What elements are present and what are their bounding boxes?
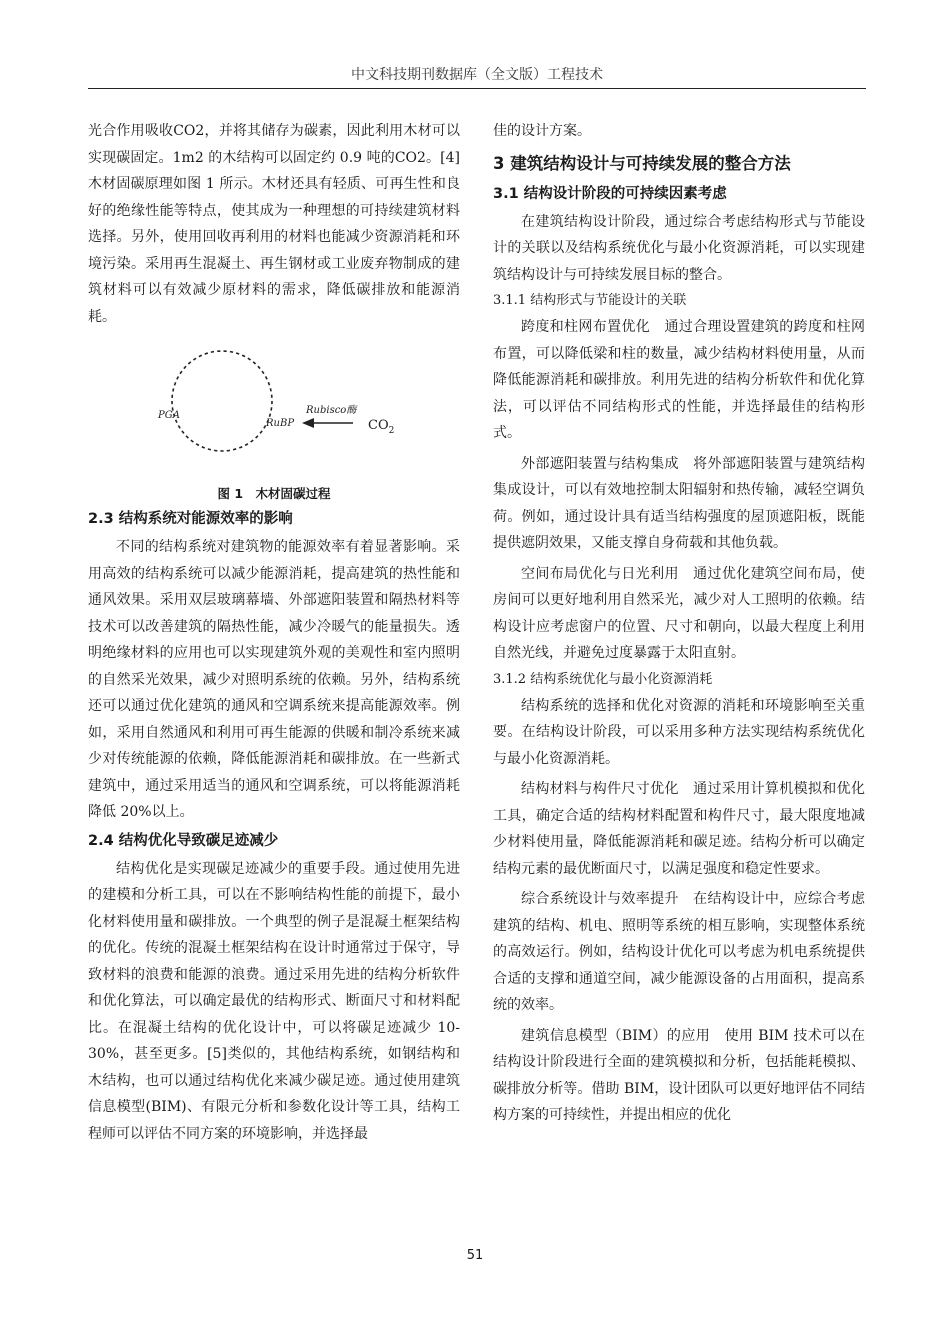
- paragraph-integrated-systems: 综合系统设计与效率提升 在结构设计中，应综合考虑建筑的结构、机电、照明等系统的相互影响，实现整体系统的高效运行。例如，结构设计优化可以考虑为机电系统提供合适的支撑和通道空间，减少能源设备的占用面积，提高系统的效率。: [493, 891, 865, 1013]
- paragraph-bim: 建筑信息模型（BIM）的应用 使用 BIM 技术可以在结构设计阶段进行全面的建筑模拟和分析，包括能耗模拟、碳排放分析等。借助 BIM，设计团队可以更好地评估不同结构方案的可持续性，并提出相应的优化: [493, 1027, 865, 1123]
- enzyme-label: Rubisco酶: [306, 405, 357, 416]
- section-3-heading: 3 建筑结构设计与可持续发展的整合方法: [493, 153, 791, 173]
- paragraph-span-grid: 跨度和柱网布置优化 通过合理设置建筑的跨度和柱网布置，可以降低梁和柱的数量，减少结构材料使用量，从而降低能源消耗和碳排放。利用先进的结构分析软件和优化算法，可以评估不同结构形式的性能，并选择最佳的结构形式。: [493, 319, 865, 441]
- figure-1-caption: 图 1 木材固碳过程: [217, 486, 331, 501]
- right-column: [493, 118, 865, 1129]
- co2-arrow-head: [302, 418, 314, 428]
- section-2-4-heading: 2.4 结构优化导致碳足迹减少: [88, 832, 279, 849]
- section-2-4-paragraph: 结构优化是实现碳足迹减少的重要手段。通过使用先进的建模和分析工具，可以在不影响结构性能的前提下，最小化材料使用量和碳排放。一个典型的例子是混凝土框架结构的优化。传统的混凝土框架结构在设计时通常过于保守，导致材料的浪费和能源的浪费。通过采用先进的结构分析软件和优化算法，可以确定最优的结构形式、断面尺寸和材料配比。在混凝土结构的优化设计中，可以将碳足迹减少 10-30%，甚至更多。[5]类似的，其他结构系统，如钢结构和木结构，也可以通过结构优化来减少碳足迹。通过使用建筑信息模型(BIM)、有限元分析和参数化设计等工具，结构工程师可以评估不同方案的环境影响，并选择最: [88, 860, 460, 1142]
- intro-paragraph: 光合作用吸收CO2，并将其储存为碳素，因此利用木材可以实现碳固定。1m2 的木结构可以固定约 0.9 吨的CO2。[4]木材固碳原理如图 1 所示。木材还具有轻质、可再生性和良好的绝缘性能等特点，使其成为一种理想的可持续建筑材料选择。另外，使用回收再利用的材料也能减少资源消耗和环境污染。采用再生混凝土、再生钢材或工业废弃物制成的建筑材料可以有效减少原材料的需求，降低碳排放和能源消耗。: [88, 123, 460, 325]
- section-2-3-paragraph: 不同的结构系统对建筑物的能源效率有着显著影响。采用高效的结构系统可以减少能源消耗，提高建筑的热性能和通风效果。采用双层玻璃幕墙、外部遮阳装置和隔热材料等技术可以改善建筑的隔热性能，减少冷暖气的能量损失。透明绝缘材料的应用也可以实现建筑外观的美观性和室内照明的自然采光效果，减少对照明系统的依赖。另外，结构系统还可以通过优化建筑的通风和空调系统来提高能源效率。例如，采用自然通风和利用可再生能源的供暖和制冷系统来减少对传统能源的依赖，降低能源消耗和碳排放。在一些新式建筑中，通过采用适当的通风和空调系统，可以将能源消耗降低 20%以上。: [88, 539, 460, 820]
- left-column: [88, 118, 460, 1147]
- paragraph-daylight-layout: 空间布局优化与日光利用 通过优化建筑空间布局，使房间可以更好地利用自然采光，减少对人工照明的依赖。结构设计应考虑窗户的位置、尺寸和朝向，以最大程度上利用自然光线，并避免过度暴露于太阳直射。: [493, 565, 865, 661]
- section-2-3-heading: 2.3 结构系统对能源效率的影响: [88, 511, 293, 527]
- page-number: 51: [466, 1248, 484, 1263]
- section-3-1-heading: 3.1 结构设计阶段的可持续因素考虑: [493, 185, 727, 202]
- continuation-text: 佳的设计方案。: [493, 123, 591, 139]
- pga-label: PGA: [158, 410, 180, 421]
- section-3-1-2-heading: 3.1.2 结构系统优化与最小化资源消耗: [493, 671, 713, 687]
- calvin-cycle-circle: [172, 351, 272, 451]
- running-header: 中文科技期刊数据库（全文版）工程技术: [351, 67, 603, 83]
- paragraph-system-selection: 结构系统的选择和优化对资源的消耗和环境影响至关重要。在结构设计阶段，可以采用多种方法实现结构系统优化与最小化资源消耗。: [493, 697, 865, 767]
- paragraph-shading-integration: 外部遮阳装置与结构集成 将外部遮阳装置与建筑结构集成设计，可以有效地控制太阳辐射和热传输，减轻空调负荷。例如，通过设计具有适当结构强度的屋顶遮阳板，既能提供遮阴效果，又能支撑自身荷载和其他负载。: [493, 455, 865, 551]
- co2-label: $CO_2$: [368, 418, 395, 436]
- figure-1: [88, 336, 460, 514]
- section-3-1-paragraph: 在建筑结构设计阶段，通过综合考虑结构形式与节能设计的关联以及结构系统优化与最小化资源消耗，可以实现建筑结构设计与可持续发展目标的整合。: [493, 213, 865, 283]
- rubp-label: RuBP: [266, 418, 295, 429]
- header-divider: [88, 88, 866, 89]
- section-3-1-1-heading: 3.1.1 结构形式与节能设计的关联: [493, 293, 687, 308]
- paragraph-material-sizing: 结构材料与构件尺寸优化 通过采用计算机模拟和优化工具，确定合适的结构材料配置和构件尺寸，最大限度地减少材料使用量，降低能源消耗和碳足迹。结构分析可以确定结构元素的最优断面尺寸，以满足强度和稳定性要求。: [493, 781, 865, 877]
- carbon-fixation-diagram: [88, 336, 460, 486]
